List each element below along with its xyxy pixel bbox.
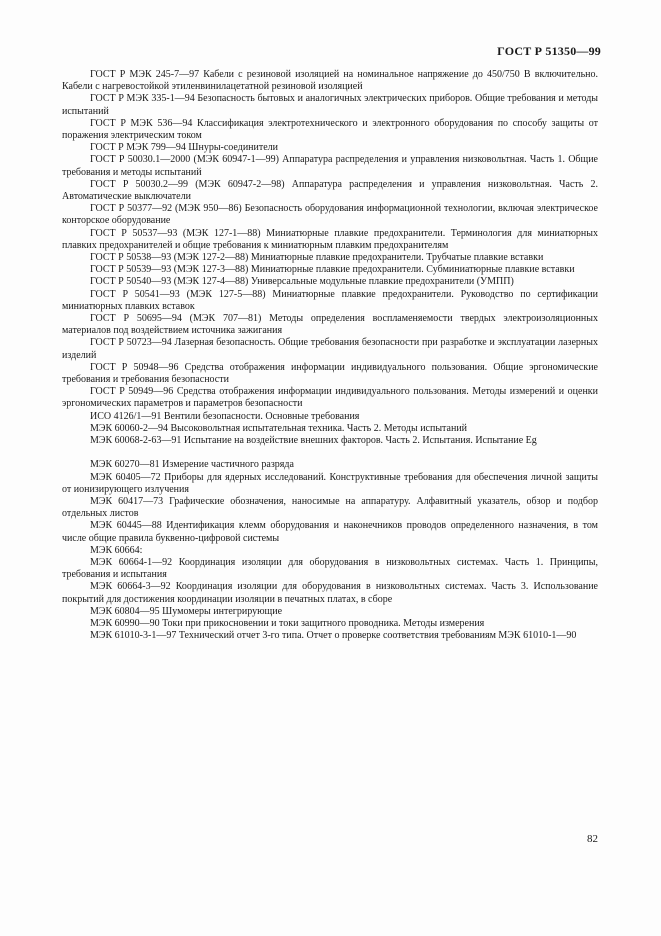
reference-item: ГОСТ Р МЭК 245-7—97 Кабели с резиновой изоляцией на номинальное напряжение до 450/750 В включительно. Кабели с нагревостойкой этиленвинилацетатной резиновой изоляцией: [62, 69, 598, 93]
document-code-header: ГОСТ Р 51350—99: [497, 44, 601, 58]
reference-item: МЭК 60060-2—94 Высоковольтная испытательная техника. Часть 2. Методы испытаний: [90, 422, 468, 434]
reference-item: МЭК 60804—95 Шумомеры интегрирующие: [90, 605, 283, 617]
reference-item: ГОСТ Р МЭК 536—94 Классификация электротехнического и электронного оборудования по способу защиты от поражения электрическим током: [62, 117, 598, 142]
reference-item: МЭК 60990—90 Токи при прикосновении и токи защитного проводника. Методы измерения: [90, 617, 485, 629]
reference-item: МЭК 60445—88 Идентификация клемм оборудования и наконечников проводов определенного назначения, в том числе общие правила буквенно-цифровой системы: [62, 520, 598, 544]
reference-item: МЭК 61010-3-1—97 Технический отчет 3-го типа. Отчет о проверке соответствия требованиям МЭК 61010-1—90: [90, 630, 577, 642]
reference-item: МЭК 60270—81 Измерение частичного разряда: [90, 459, 294, 471]
reference-item: ГОСТ Р 50030.2—99 (МЭК 60947-2—98) Аппаратура распределения и управления низковольтная. Часть 2. Автоматические выключатели: [62, 178, 598, 203]
reference-item: ГОСТ Р 50949—96 Средства отображения информации индивидуального пользования. Методы измерений и оценки эргономических параметров и параметров безопасности: [62, 386, 598, 410]
reference-item: ГОСТ Р 50537—93 (МЭК 127-1—88) Миниатюрные плавкие предохранители. Терминология для миниатюрных плавких предохранителей и общие требования к миниатюрным плавким предохранителям: [62, 227, 598, 251]
reference-item: МЭК 60664:: [90, 544, 143, 556]
reference-item: МЭК 60417—73 Графические обозначения, наносимые на аппаратуру. Алфавитный указатель, обзор и подбор отдельных листов: [62, 495, 598, 520]
reference-item: ГОСТ Р МЭК 335-1—94 Безопасность бытовых и аналогичных электрических приборов. Общие требования и методы испытаний: [62, 93, 598, 117]
reference-item: МЭК 60405—72 Приборы для ядерных исследований. Конструктивные требования для обеспечения личной защиты от ионизирующего излучения: [62, 471, 598, 495]
reference-item: ГОСТ Р 50377—92 (МЭК 950—86) Безопасность оборудования информационной технологии, включая электрическое конторское оборудование: [62, 203, 598, 227]
page-number: 82: [587, 833, 598, 845]
reference-item: ГОСТ Р 50541—93 (МЭК 127-5—88) Миниатюрные плавкие предохранители. Руководство по сертификации миниатюрных плавких вставок: [62, 288, 598, 312]
normative-references-list: [62, 69, 598, 642]
reference-item: ГОСТ Р 50030.1—2000 (МЭК 60947-1—99) Аппаратура распределения и управления низковольтная. Часть 1. Общие требования и методы испытаний: [62, 154, 598, 178]
reference-item: ГОСТ Р 50695—94 (МЭК 707—81) Методы определения воспламеняемости твердых электроизоляционных материалов под воздействием источника зажигания: [62, 313, 598, 337]
reference-item: ГОСТ Р 50948—96 Средства отображения информации индивидуального пользования. Общие эргономические требования и требования безопасности: [62, 361, 598, 386]
reference-item: ГОСТ Р 50538—93 (МЭК 127-2—88) Миниатюрные плавкие предохранители. Трубчатые плавкие вставки: [90, 252, 544, 264]
reference-item: МЭК 60664-1—92 Координация изоляции для оборудования в низковольтных системах. Часть 1. Принципы, требования и испытания: [62, 556, 598, 581]
reference-item: ИСО 4126/1—91 Вентили безопасности. Основные требования: [90, 410, 360, 422]
reference-item: ГОСТ Р 50539—93 (МЭК 127-3—88) Миниатюрные плавкие предохранители. Субминиатюрные плавкие вставки: [90, 264, 575, 276]
reference-item: ГОСТ Р 50723—94 Лазерная безопасность. Общие требования безопасности при разработке и эксплуатации лазерных изделий: [62, 337, 598, 361]
reference-item: ГОСТ Р 50540—93 (МЭК 127-4—88) Универсальные модульные плавкие предохранители (УМПП): [90, 276, 514, 288]
reference-item: МЭК 60664-3—92 Координация изоляции для оборудования в низковольтных системах. Часть 3. Использование покрытий для достижения координации изоляции в печатных платах, в сборе: [62, 581, 598, 605]
reference-item: ГОСТ Р МЭК 799—94 Шнуры-соединители: [90, 142, 279, 154]
reference-item: МЭК 60068-2-63—91 Испытание на воздействие внешних факторов. Часть 2. Испытания. Испытание Eg: [90, 435, 537, 447]
